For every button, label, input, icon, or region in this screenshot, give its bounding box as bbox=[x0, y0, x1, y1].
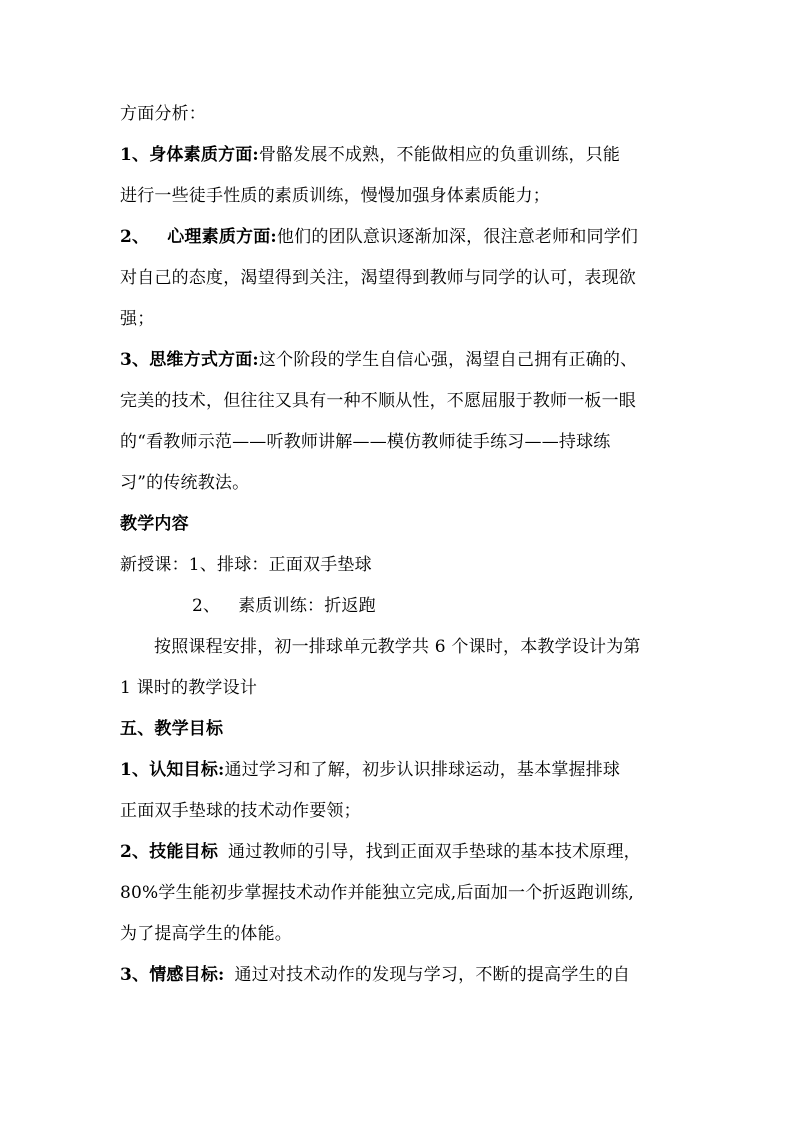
thinking-mode-line-2: 完美的技术，但往往又具有一种不顺从性，不愿屈服于教师一板一眼 bbox=[120, 391, 636, 411]
physical-quality-line-1 bbox=[120, 144, 680, 166]
psychological-quality-line-3: 强； bbox=[120, 309, 155, 329]
thinking-mode-line-3: 的“看教师示范——听教师讲解——模仿教师徒手练习——持球练 bbox=[120, 432, 611, 452]
skill-goal-line-1 bbox=[120, 841, 680, 863]
emotional-goal-line-1 bbox=[120, 964, 680, 986]
arrangement-line-1: 按照课程安排，初一排球单元教学共 6 个课时，本教学设计为第 bbox=[154, 637, 641, 657]
goals-heading: 五、教学目标 bbox=[120, 719, 224, 739]
skill-goal-line-3: 为了提高学生的体能。 bbox=[120, 924, 292, 944]
physical-quality-label: 身体素质方面: bbox=[149, 145, 259, 165]
intro-line: 方面分析： bbox=[120, 104, 206, 124]
psychological-quality-line-2: 对自己的态度，渴望得到关注，渴望得到教师与同学的认可，表现欲 bbox=[120, 268, 636, 288]
emotional-goal-number: 3、 bbox=[120, 965, 150, 985]
cognitive-goal-line-1 bbox=[120, 759, 680, 781]
psychological-quality-line-1 bbox=[120, 226, 680, 248]
quality-training-line bbox=[120, 595, 680, 617]
thinking-mode-number: 3、 bbox=[120, 350, 150, 370]
thinking-mode-line-4: 习”的传统教法。 bbox=[120, 473, 250, 493]
emotional-goal-text: 通过对技术动作的发现与学习，不断的提高学生的自 bbox=[234, 965, 631, 985]
content-heading: 教学内容 bbox=[120, 514, 189, 534]
arrangement-line-2: 1 课时的教学设计 bbox=[120, 678, 258, 698]
psychological-quality-text: 他们的团队意识逐渐加深，很注意老师和同学们 bbox=[276, 227, 639, 247]
skill-goal-label: 技能目标 bbox=[149, 842, 219, 862]
skill-goal-number: 2、 bbox=[120, 842, 150, 862]
cognitive-goal-number: 1、 bbox=[120, 760, 150, 780]
psychological-quality-number: 2、 bbox=[120, 227, 150, 247]
physical-quality-text: 骨骼发展不成熟，不能做相应的负重训练，只能 bbox=[258, 145, 621, 165]
physical-quality-line-2: 进行一些徒手性质的素质训练，慢慢加强身体素质能力； bbox=[120, 186, 550, 206]
quality-training-text: 素质训练：折返跑 bbox=[238, 596, 376, 616]
cognitive-goal-text: 通过学习和了解，初步认识排球运动，基本掌握排球 bbox=[224, 760, 621, 780]
cognitive-goal-line-2: 正面双手垫球的技术动作要领； bbox=[120, 801, 361, 821]
quality-training-number: 2、 bbox=[192, 596, 221, 616]
thinking-mode-label: 思维方式方面: bbox=[149, 350, 259, 370]
skill-goal-line-2: 80%学生能初步掌握技术动作并能独立完成,后面加一个折返跑训练, bbox=[120, 883, 634, 903]
physical-quality-number: 1、 bbox=[120, 145, 150, 165]
new-course-line: 新授课：1、排球：正面双手垫球 bbox=[120, 555, 372, 575]
thinking-mode-text: 这个阶段的学生自信心强，渴望自己拥有正确的、 bbox=[258, 350, 638, 370]
document-page bbox=[120, 103, 680, 1005]
skill-goal-text: 通过教师的引导，找到正面双手垫球的基本技术原理， bbox=[228, 842, 641, 862]
psychological-quality-label: 心理素质方面: bbox=[167, 227, 277, 247]
cognitive-goal-label: 认知目标: bbox=[149, 760, 225, 780]
emotional-goal-label: 情感目标: bbox=[149, 965, 225, 985]
thinking-mode-line-1 bbox=[120, 349, 680, 371]
